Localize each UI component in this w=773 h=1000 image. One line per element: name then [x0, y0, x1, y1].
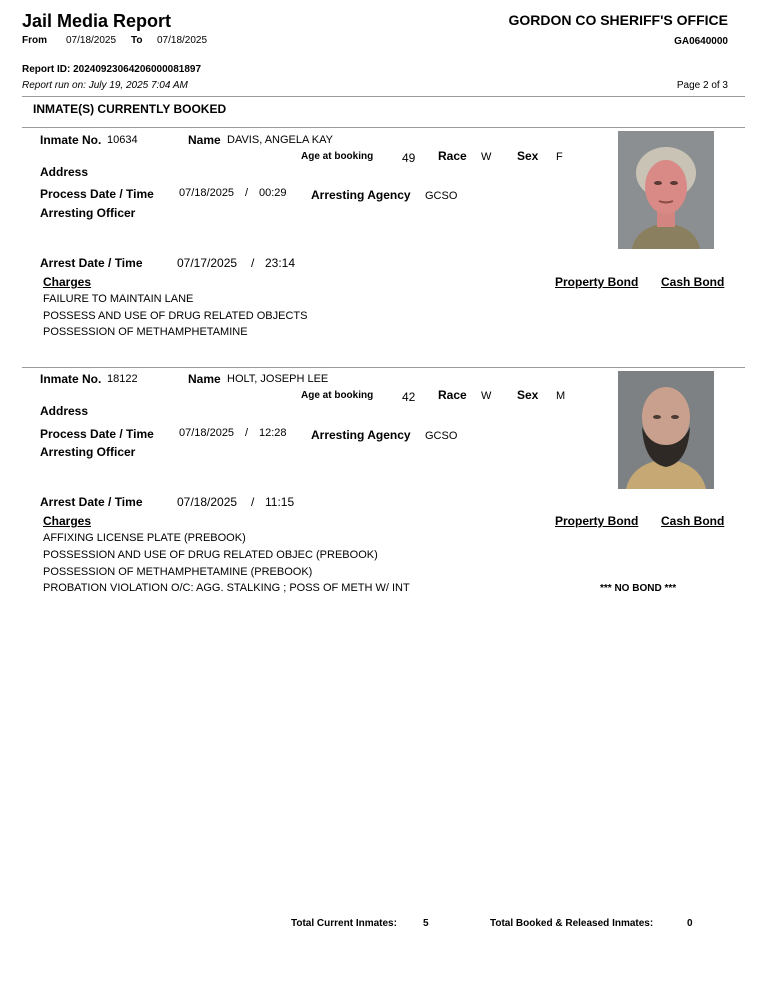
total-released-value: 0	[687, 918, 693, 929]
inmate-no-label: Inmate No.	[40, 372, 102, 386]
age-value: 49	[402, 151, 416, 165]
agency-value: GCSO	[425, 190, 458, 202]
arrest-label: Arrest Date / Time	[40, 256, 143, 270]
to-label: To	[131, 35, 143, 46]
inmate-name: DAVIS, ANGELA KAY	[227, 134, 333, 146]
charge-item: AFFIXING LICENSE PLATE (PREBOOK)	[43, 532, 246, 544]
sex-value: F	[556, 151, 563, 163]
arrest-date: 07/17/2025	[177, 256, 238, 270]
office-name: GORDON CO SHERIFF'S OFFICE	[508, 12, 728, 28]
process-date: 07/18/2025	[179, 427, 235, 439]
section-divider	[22, 127, 745, 128]
arrest-separator: /	[251, 256, 255, 270]
process-label: Process Date / Time	[40, 187, 154, 201]
officer-label: Arresting Officer	[40, 445, 136, 459]
age-label: Age at booking	[301, 390, 374, 401]
name-label: Name	[188, 372, 221, 386]
cash-bond-header: Cash Bond	[661, 514, 725, 528]
charges-header: Charges	[43, 275, 92, 289]
sex-value: M	[556, 390, 566, 402]
charge-item: POSSESSION AND USE OF DRUG RELATED OBJEC (PREBOOK)	[43, 549, 378, 561]
arrest-separator: /	[251, 495, 255, 509]
report-title: Jail Media Report	[22, 11, 172, 31]
sex-label: Sex	[517, 388, 539, 402]
header-divider	[22, 96, 745, 97]
officer-label: Arresting Officer	[40, 206, 136, 220]
total-current-label: Total Current Inmates:	[291, 918, 397, 929]
inmate-no-label: Inmate No.	[40, 133, 102, 147]
race-label: Race	[438, 388, 467, 402]
age-label: Age at booking	[301, 151, 374, 162]
process-separator: /	[245, 187, 249, 199]
total-released-label: Total Booked & Released Inmates:	[490, 918, 654, 929]
name-label: Name	[188, 133, 221, 147]
charges-header: Charges	[43, 514, 92, 528]
arrest-time: 11:15	[265, 495, 295, 509]
process-time: 00:29	[259, 187, 287, 199]
agency-label: Arresting Agency	[311, 428, 411, 442]
report-id: Report ID: 20240923064206000081897	[22, 64, 202, 75]
address-label: Address	[40, 404, 89, 418]
agency-value: GCSO	[425, 430, 458, 442]
agency-label: Arresting Agency	[311, 188, 411, 202]
race-value: W	[481, 151, 492, 163]
agency-code: GA0640000	[674, 36, 728, 47]
arrest-label: Arrest Date / Time	[40, 495, 143, 509]
race-value: W	[481, 390, 492, 402]
cash-bond-header: Cash Bond	[661, 275, 725, 289]
inmate-no: 18122	[107, 373, 138, 385]
mugshot-photo	[618, 131, 714, 249]
inmate-no: 10634	[107, 134, 138, 146]
charge-item: PROBATION VIOLATION O/C: AGG. STALKING ; POSS OF METH W/ INT	[43, 582, 410, 594]
total-current-value: 5	[423, 918, 429, 929]
charge-item: FAILURE TO MAINTAIN LANE	[43, 293, 194, 305]
charge-item: POSSESS AND USE OF DRUG RELATED OBJECTS	[43, 310, 308, 322]
from-label: From	[22, 35, 47, 46]
charge-item: POSSESSION OF METHAMPHETAMINE (PREBOOK)	[43, 566, 313, 578]
to-date: 07/18/2025	[157, 35, 208, 46]
arrest-date: 07/18/2025	[177, 495, 238, 509]
process-label: Process Date / Time	[40, 427, 154, 441]
property-bond-header: Property Bond	[555, 275, 639, 289]
race-label: Race	[438, 149, 467, 163]
property-bond-header: Property Bond	[555, 514, 639, 528]
process-separator: /	[245, 427, 249, 439]
from-date: 07/18/2025	[66, 35, 117, 46]
sex-label: Sex	[517, 149, 539, 163]
record-divider	[22, 367, 745, 368]
mugshot-photo	[618, 371, 714, 489]
age-value: 42	[402, 390, 416, 404]
inmate-name: HOLT, JOSEPH LEE	[227, 373, 329, 385]
arrest-time: 23:14	[265, 256, 296, 270]
charge-item: POSSESSION OF METHAMPHETAMINE	[43, 326, 248, 338]
bond-note: *** NO BOND ***	[600, 583, 677, 594]
address-label: Address	[40, 165, 89, 179]
process-time: 12:28	[259, 427, 287, 439]
process-date: 07/18/2025	[179, 187, 235, 199]
page-number: Page 2 of 3	[676, 80, 728, 91]
report-run-on: Report run on: July 19, 2025 7:04 AM	[22, 80, 188, 91]
section-title: INMATE(S) CURRENTLY BOOKED	[33, 102, 227, 116]
